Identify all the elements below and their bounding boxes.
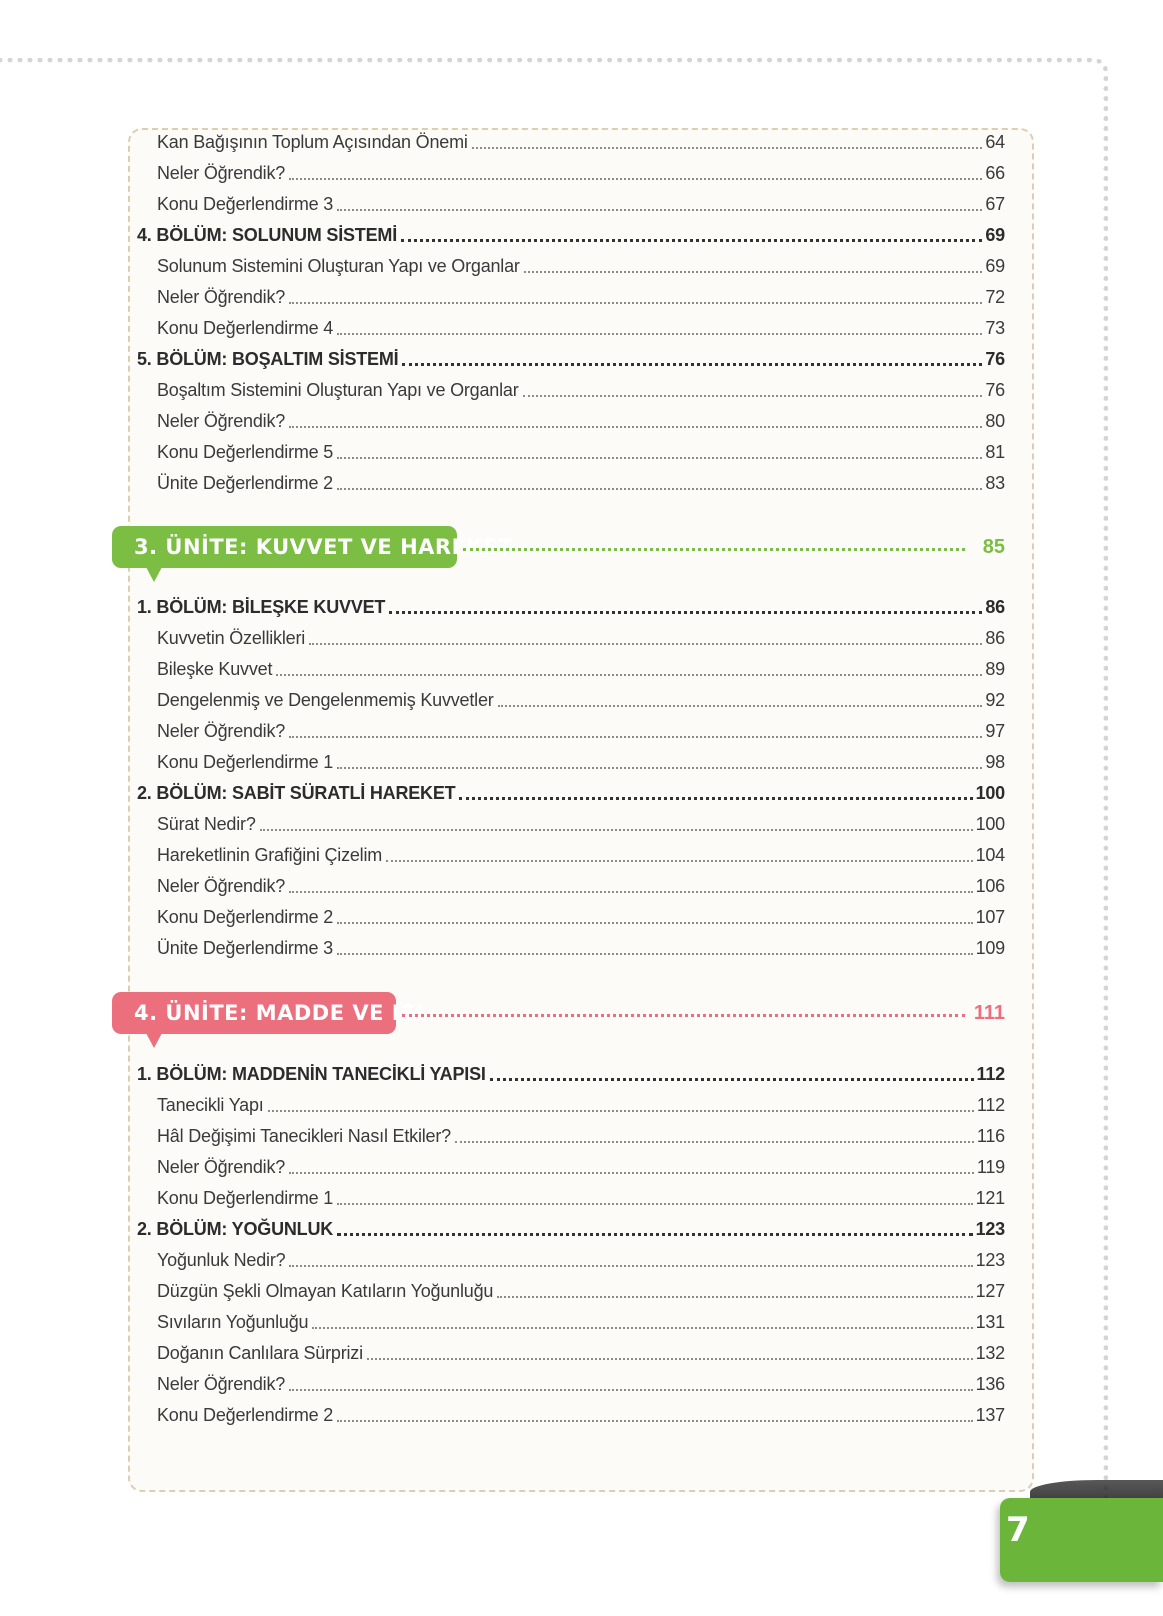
toc-entry-row <box>157 1151 1005 1183</box>
dot-leader <box>289 302 982 304</box>
unit-banner <box>112 526 1005 572</box>
toc-entry-row <box>157 405 1005 437</box>
toc-entry-row <box>157 808 1005 840</box>
dot-leader <box>337 767 982 769</box>
dot-leader <box>337 1203 972 1205</box>
toc-entry-row <box>157 1244 1005 1276</box>
dot-leader <box>289 891 972 893</box>
toc-entry-page: 123 <box>975 1218 1005 1239</box>
toc-entry-row <box>157 250 1005 282</box>
toc-entry-row <box>157 126 1005 158</box>
toc-entry-label: Bileşke Kuvvet <box>157 658 273 679</box>
dot-leader <box>289 736 982 738</box>
toc-entry-page: 81 <box>985 441 1005 462</box>
toc-entry-page: 131 <box>975 1311 1005 1332</box>
dot-leader <box>309 643 982 645</box>
toc-entry-page: 104 <box>975 844 1005 865</box>
toc-entry-page: 123 <box>975 1249 1005 1270</box>
toc-entry-label: Düzgün Şekli Olmayan Katıların Yoğunluğu <box>157 1280 494 1301</box>
toc-entry-page: 112 <box>976 1094 1005 1115</box>
toc-entry-page: 66 <box>985 162 1005 183</box>
toc-entry-row <box>157 684 1005 716</box>
toc-entry-page: 97 <box>985 720 1005 741</box>
dot-leader <box>268 1110 974 1112</box>
toc-entry-label: Neler Öğrendik? <box>157 875 286 896</box>
toc-entry-label: Sürat Nedir? <box>157 813 256 834</box>
page-number: 7 <box>1006 1510 1030 1550</box>
toc-entry-page: 100 <box>975 813 1005 834</box>
toc-entry-label: 1. BÖLÜM: BİLEŞKE KUVVET <box>137 596 386 617</box>
toc-entry-label: Neler Öğrendik? <box>157 286 286 307</box>
dot-leader <box>337 457 982 459</box>
toc-entry-label: Ünite Değerlendirme 3 <box>157 937 333 958</box>
toc-entry-page: 76 <box>985 379 1005 400</box>
toc-entry-page: 116 <box>976 1125 1005 1146</box>
toc-entry-label: Neler Öğrendik? <box>157 1156 286 1177</box>
toc-entry-page: 72 <box>985 286 1005 307</box>
dot-leader <box>337 922 972 924</box>
toc-entry-row <box>157 467 1005 499</box>
dot-leader <box>312 1327 972 1329</box>
toc-entry-label: Neler Öğrendik? <box>157 1373 286 1394</box>
toc-entry-page: 69 <box>985 224 1005 245</box>
dot-leader <box>455 1141 974 1143</box>
dot-leader <box>337 953 973 955</box>
toc-entry-row <box>157 839 1005 871</box>
dot-leader <box>260 829 973 831</box>
dot-leader <box>402 363 982 366</box>
toc-chapter-row <box>137 591 1005 623</box>
toc-chapter-row <box>137 343 1005 375</box>
toc-entry-label: Solunum Sistemini Oluşturan Yapı ve Organlar <box>157 255 520 276</box>
toc-entry-label: Konu Değerlendirme 2 <box>157 906 334 927</box>
toc-chapter-row <box>137 219 1005 251</box>
toc-entry-page: 121 <box>975 1187 1005 1208</box>
toc-entry-page: 106 <box>975 875 1005 896</box>
dot-leader <box>524 271 983 273</box>
toc-entry-page: 136 <box>975 1373 1005 1394</box>
toc-entry-page: 100 <box>975 782 1005 803</box>
unit-dot-leader <box>463 548 965 551</box>
toc-entry-row <box>157 1337 1005 1369</box>
toc-entry-row <box>157 901 1005 933</box>
toc-entry-page: 86 <box>985 627 1005 648</box>
toc-entry-row <box>157 1275 1005 1307</box>
toc-entry-label: Konu Değerlendirme 4 <box>157 317 334 338</box>
toc-entry-label: Konu Değerlendirme 1 <box>157 1187 334 1208</box>
toc-entry-row <box>157 188 1005 220</box>
toc-entry-label: Tanecikli Yapı <box>157 1094 264 1115</box>
toc-entry-label: Kan Bağışının Toplum Açısından Önemi <box>157 131 468 152</box>
toc-entry-label: Hareketlinin Grafiğini Çizelim <box>157 844 383 865</box>
dot-leader <box>276 674 982 676</box>
dot-leader <box>490 1078 974 1081</box>
toc-entry-row <box>157 746 1005 778</box>
dot-leader <box>497 1296 972 1298</box>
toc-entry-page: 132 <box>975 1342 1005 1363</box>
toc-entry-row <box>157 1089 1005 1121</box>
dot-leader <box>459 797 972 800</box>
toc-entry-page: 119 <box>976 1156 1005 1177</box>
dot-leader <box>337 1233 972 1236</box>
toc-entry-row <box>157 653 1005 685</box>
dot-leader <box>498 705 983 707</box>
toc-chapter-row <box>137 1213 1005 1245</box>
unit-title: 4. ÜNİTE: MADDE VE ISI <box>112 992 396 1034</box>
toc-entry-page: 64 <box>985 131 1005 152</box>
toc-entry-row <box>157 281 1005 313</box>
toc-entry-row <box>157 436 1005 468</box>
toc-entry-page: 83 <box>985 472 1005 493</box>
toc-entry-row <box>157 715 1005 747</box>
toc-entry-row <box>157 312 1005 344</box>
toc-entry-label: 2. BÖLÜM: YOĞUNLUK <box>137 1218 334 1239</box>
toc-entry-row <box>157 374 1005 406</box>
toc-entry-page: 76 <box>985 348 1005 369</box>
dot-leader <box>472 147 983 149</box>
toc-entry-page: 67 <box>985 193 1005 214</box>
toc-entry-label: Boşaltım Sistemini Oluşturan Yapı ve Organlar <box>157 379 519 400</box>
toc-entry-label: 2. BÖLÜM: SABİT SÜRATLİ HAREKET <box>137 782 456 803</box>
toc-entry-page: 80 <box>985 410 1005 431</box>
toc-entry-page: 127 <box>975 1280 1005 1301</box>
toc-entry-label: Neler Öğrendik? <box>157 410 286 431</box>
toc-entry-row <box>157 932 1005 964</box>
toc-entry-row <box>157 1368 1005 1400</box>
toc-entry-label: Dengelenmiş ve Dengelenmemiş Kuvvetler <box>157 689 494 710</box>
dot-leader <box>386 860 972 862</box>
toc-entry-label: Ünite Değerlendirme 2 <box>157 472 333 493</box>
unit-page: 85 <box>982 536 1005 558</box>
dot-leader <box>289 426 982 428</box>
dot-leader <box>367 1358 973 1360</box>
toc-entry-page: 98 <box>985 751 1005 772</box>
toc-entry-label: Neler Öğrendik? <box>157 162 286 183</box>
unit-dot-leader <box>402 1014 965 1017</box>
dot-leader <box>337 1420 972 1422</box>
toc-entry-label: Hâl Değişimi Tanecikleri Nasıl Etkiler? <box>157 1125 451 1146</box>
toc-entry-row <box>157 622 1005 654</box>
toc-entry-page: 86 <box>985 596 1005 617</box>
dot-leader <box>389 611 982 614</box>
toc-entry-page: 109 <box>975 937 1005 958</box>
dot-leader <box>289 178 982 180</box>
toc-chapter-row <box>137 1058 1005 1090</box>
toc-entry-row <box>157 1399 1005 1431</box>
toc-entry-label: 5. BÖLÜM: BOŞALTIM SİSTEMİ <box>137 348 399 369</box>
dot-leader <box>289 1265 972 1267</box>
dot-leader <box>289 1389 972 1391</box>
toc-entry-page: 112 <box>976 1063 1005 1084</box>
dot-leader <box>401 239 982 242</box>
toc-entry-page: 69 <box>985 255 1005 276</box>
unit-banner <box>112 992 1005 1038</box>
toc-entry-label: Sıvıların Yoğunluğu <box>157 1311 309 1332</box>
toc-chapter-row <box>137 777 1005 809</box>
toc-entry-label: 1. BÖLÜM: MADDENİN TANECİKLİ YAPISI <box>137 1063 486 1084</box>
unit-title: 3. ÜNİTE: KUVVET VE HAREKET <box>112 526 457 568</box>
toc-entry-row <box>157 870 1005 902</box>
toc-entry-label: Konu Değerlendirme 5 <box>157 441 334 462</box>
toc-entry-label: Neler Öğrendik? <box>157 720 286 741</box>
toc-entry-row <box>157 157 1005 189</box>
dot-leader <box>337 333 982 335</box>
toc-entry-label: Yoğunluk Nedir? <box>157 1249 286 1270</box>
toc-entry-row <box>157 1182 1005 1214</box>
toc-entry-page: 92 <box>985 689 1005 710</box>
toc-entry-label: Konu Değerlendirme 1 <box>157 751 334 772</box>
toc-entry-page: 89 <box>985 658 1005 679</box>
toc-entry-label: 4. BÖLÜM: SOLUNUM SİSTEMİ <box>137 224 397 245</box>
toc-entry-row <box>157 1120 1005 1152</box>
dot-leader <box>337 209 982 211</box>
toc-entry-label: Kuvvetin Özellikleri <box>157 627 306 648</box>
toc-entry-row <box>157 1306 1005 1338</box>
dot-leader <box>337 488 982 490</box>
toc-entry-page: 107 <box>975 906 1005 927</box>
toc-entry-label: Doğanın Canlılara Sürprizi <box>157 1342 363 1363</box>
unit-page: 111 <box>973 1002 1005 1024</box>
toc-entry-label: Konu Değerlendirme 2 <box>157 1404 334 1425</box>
toc-entry-label: Konu Değerlendirme 3 <box>157 193 334 214</box>
dot-leader <box>523 395 983 397</box>
dot-leader <box>289 1172 974 1174</box>
toc-entry-page: 73 <box>985 317 1005 338</box>
toc-entry-page: 137 <box>975 1404 1005 1425</box>
